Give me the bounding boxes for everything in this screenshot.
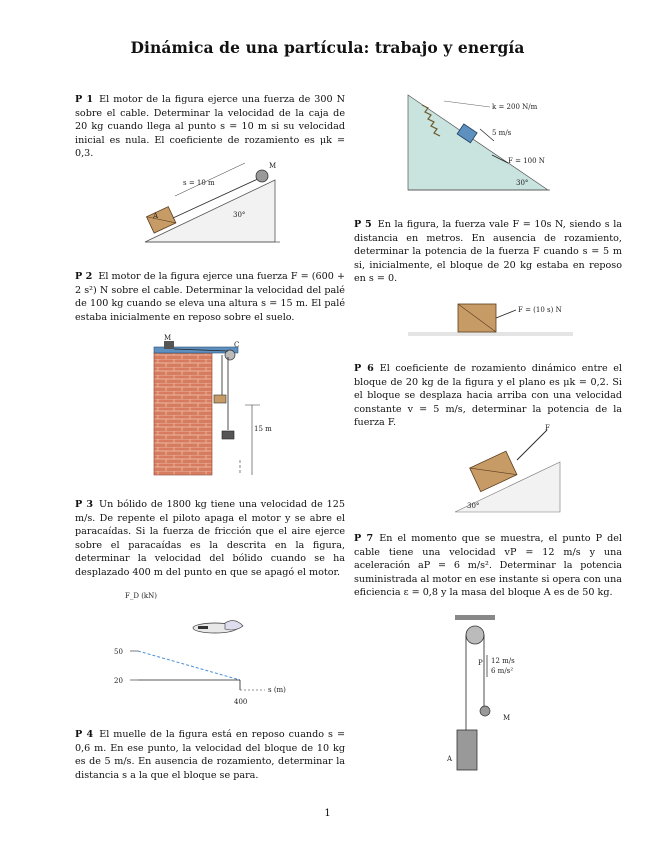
figure-p4: [408, 95, 553, 193]
height-label: 15 m: [254, 425, 272, 433]
pallet-upper: [214, 395, 226, 403]
pulley-label: C: [234, 341, 240, 349]
angle-label: 30°: [516, 179, 529, 187]
problem-id: P 6: [354, 363, 374, 374]
block-label: A: [153, 212, 159, 220]
problem-id: P 5: [354, 219, 372, 230]
motor-icon: [480, 706, 490, 716]
ytick-50: 50: [114, 648, 123, 656]
drag-force-chart: [100, 590, 300, 710]
distance-label: s = 10 m: [183, 179, 215, 187]
spring-leader: [444, 101, 490, 107]
incline-motor-diagram: [145, 160, 285, 250]
force-label: F: [545, 424, 550, 432]
force-label: F = 100 N: [508, 157, 545, 165]
spring-label: k = 200 N/m: [492, 103, 538, 111]
point-label: P: [478, 659, 483, 667]
problem-7: [354, 532, 622, 600]
chart-xlabel: s (m): [268, 686, 286, 694]
ground: [408, 332, 573, 336]
series-line: [138, 651, 240, 680]
parachute-car-icon: [193, 621, 243, 633]
problem-text: En la figura, la fuerza vale F = 10s N, siendo s la distancia en metros. En ausencia de rozamiento, determinar la potencia de la fuerza F cuando s = 5 m si, inicialmente, el bloque de 20 kg estaba en reposo en s = 0.: [354, 219, 622, 285]
angle-label: 30°: [233, 211, 246, 219]
problem-5: [354, 218, 622, 286]
pulley-c-icon: [225, 350, 235, 360]
problem-2: [75, 270, 345, 324]
problem-id: P 4: [75, 729, 94, 740]
pallet: [222, 431, 234, 439]
figure-p2: [150, 335, 275, 480]
acceleration-label: 6 m/s²: [491, 667, 514, 675]
ytick-20: 20: [114, 677, 123, 685]
force-arrow: [517, 430, 547, 460]
brick-wall: [154, 353, 212, 475]
motor-label: M: [503, 714, 511, 722]
force-label: F = (10 s) N: [518, 306, 562, 314]
figure-p3: [100, 590, 300, 710]
motor-label: M: [269, 162, 277, 170]
xtick-400: 400: [234, 698, 248, 706]
figure-p6: [455, 422, 565, 514]
block-label: A: [447, 755, 453, 763]
velocity-label: 12 m/s: [491, 657, 515, 665]
problem-text: El motor de la figura ejerce una fuerza F = (600 + 2 s²) N sobre el cable. Determinar la velocidad del palé de 100 kg cuando se eleva una altura s = 15 m. El palé estaba inicialmente en reposo sobre el suelo.: [75, 271, 345, 323]
problem-id: P 2: [75, 271, 93, 282]
problem-4: [75, 728, 345, 782]
problem-id: P 7: [354, 533, 374, 544]
pulley-block-diagram: [445, 615, 540, 775]
pulley-top-icon: [466, 626, 484, 644]
chart-ylabel: F_D (kN): [125, 592, 158, 600]
problem-id: P 1: [75, 94, 94, 105]
incline-block-diagram: [455, 422, 565, 514]
velocity-label: 5 m/s: [492, 129, 512, 137]
motor-icon: [164, 341, 174, 349]
problem-id: P 3: [75, 499, 94, 510]
spring-incline-diagram: [408, 95, 553, 193]
figure-p5: [408, 296, 583, 338]
block-a: [457, 730, 477, 770]
motor-icon: [256, 170, 268, 182]
problem-text: El muelle de la figura está en reposo cuando s = 0,6 m. En ese punto, la velocidad del bloque de 10 kg es de 5 m/s. En ausencia de rozamiento, determinar la distancia s a la que el bloque se para.: [75, 729, 345, 781]
motor-label: M: [164, 334, 172, 342]
force-arrow: [496, 310, 516, 318]
brick-wall-pulley-diagram: [150, 335, 275, 480]
page-title: Dinámica de una partícula: trabajo y energía: [130, 38, 525, 57]
problem-6: [354, 362, 622, 430]
page-number: 1: [324, 808, 331, 819]
angle-label: 30°: [467, 502, 480, 510]
problem-text: Un bólido de 1800 kg tiene una velocidad de 125 m/s. De repente el piloto apaga el motor y se abre el paracaídas. Si la fuerza de fricción que el aire ejerce sobre el paracaídas es la descrita en la figura, determinar la velocidad del bólido cuando se ha desplazado 400 m del punto en que se apagó el motor.: [75, 499, 345, 578]
problem-1: [75, 93, 345, 161]
problem-text: El coeficiente de rozamiento dinámico entre el bloque de 20 kg de la figura y el plano es μk = 0,2. Si el bloque se desplaza hacia arriba con una velocidad constante v = 5 m/s, determinar la potencia de la fuerza F.: [354, 363, 622, 429]
problem-3: [75, 498, 345, 580]
figure-p1: [145, 160, 285, 250]
crate: [470, 451, 517, 491]
problem-text: El motor de la figura ejerce una fuerza de 300 N sobre el cable. Determinar la velocidad de la caja de 20 kg cuando llega al punto s = 10 m si su velocidad inicial es nula. El coeficiente de rozamiento es μk = 0,3.: [75, 94, 345, 160]
ceiling: [455, 615, 495, 620]
figure-p7: [445, 615, 540, 775]
problem-text: En el momento que se muestra, el punto P del cable tiene una velocidad vP = 12 m/s y una aceleración aP = 6 m/s². Determinar la potencia suministrada al motor en ese instante si opera con una eficiencia ε = 0,8 y la masa del bloque A es de 50 kg.: [354, 533, 622, 599]
block-force-diagram: [408, 296, 583, 338]
